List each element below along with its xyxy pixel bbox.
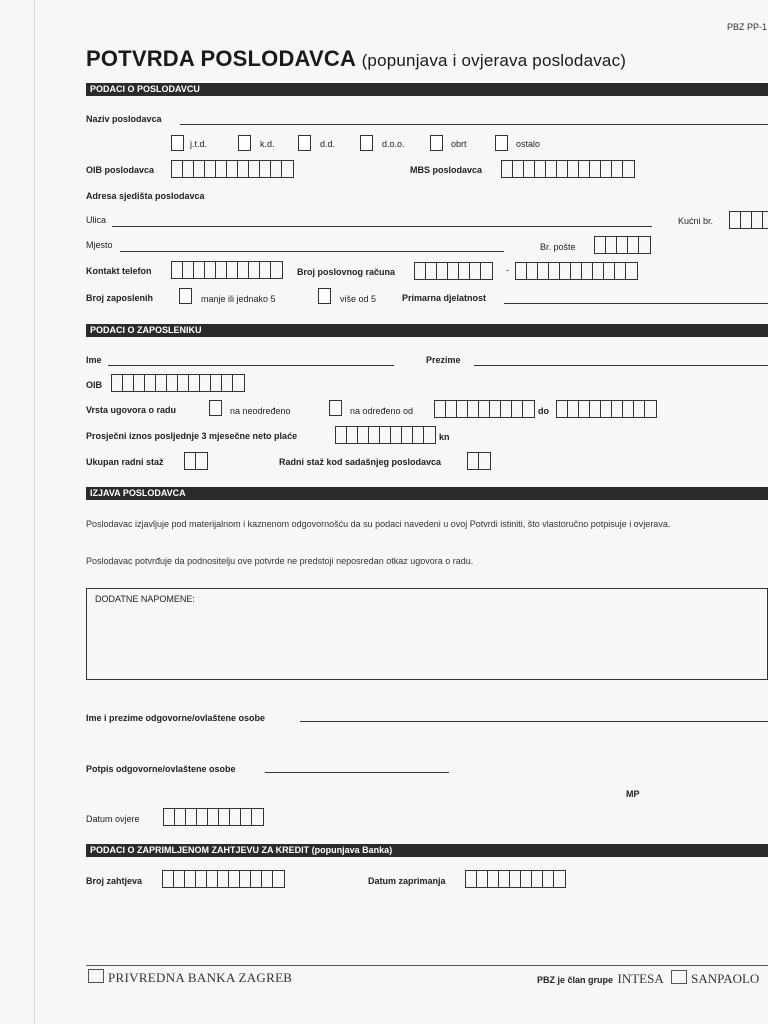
notes-box[interactable]	[86, 588, 768, 680]
request-no-label: Broj zahtjeva	[86, 876, 143, 886]
stamp-label: MP	[626, 789, 640, 799]
contract-opt2: na određeno od	[350, 406, 414, 416]
footer-group	[537, 970, 759, 988]
street-label: Ulica	[86, 215, 107, 225]
account-boxes-2[interactable]	[515, 262, 638, 280]
section-employee: PODACI O ZAPOSLENIKU	[86, 324, 768, 337]
footer-bank	[88, 969, 292, 986]
bank-name: PRIVREDNA BANKA ZAGREB	[108, 970, 293, 985]
employee-oib-boxes[interactable]	[111, 374, 245, 392]
signature-field[interactable]	[265, 772, 449, 773]
section-bank: PODACI O ZAPRIMLJENOM ZAHTJEVU ZA KREDIT (popunjava Banka)	[86, 844, 768, 857]
current-service-label: Radni staž kod sadašnjeg poslodavca	[279, 457, 442, 467]
group-intesa: INTESA	[617, 971, 664, 986]
city-field[interactable]	[120, 251, 504, 252]
received-date-boxes[interactable]	[465, 870, 566, 888]
checkbox-jtd[interactable]	[171, 135, 184, 151]
notes-label: DODATNE NAPOMENE:	[95, 594, 195, 604]
request-no-boxes[interactable]	[162, 870, 285, 888]
address-label: Adresa sjedišta poslodavca	[86, 191, 205, 201]
contract-to-boxes[interactable]	[556, 400, 657, 418]
phone-label: Kontakt telefon	[86, 266, 152, 276]
signature-label: Potpis odgovorne/ovlaštene osobe	[86, 764, 236, 774]
legal-form-jtd: j.t.d.	[190, 139, 208, 149]
activity-field[interactable]	[504, 303, 768, 304]
employee-oib-label: OIB	[86, 380, 103, 390]
house-no-label: Kućni br.	[678, 216, 714, 226]
checkbox-employees-gt5[interactable]	[318, 288, 331, 304]
intesa-logo-icon	[671, 970, 687, 984]
first-name-label: Ime	[86, 355, 102, 365]
section-statement: IZJAVA POSLODAVCA	[86, 487, 768, 500]
section-employer: PODACI O POSLODAVCU	[86, 83, 768, 96]
title-sub: (popunjava i ovjerava poslodavac)	[361, 51, 627, 70]
postcode-label: Br. pošte	[540, 242, 576, 252]
responsible-name-field[interactable]	[300, 721, 768, 722]
contract-to-label: do	[538, 406, 549, 416]
account-dash: -	[506, 265, 509, 275]
statement-para-2: Poslodavac potvrđuje da podnositelju ove potvrde ne predstoji neposredan otkaz ugovora o radu.	[86, 556, 474, 566]
account-label: Broj poslovnog računa	[297, 267, 396, 277]
checkbox-employees-le5[interactable]	[179, 288, 192, 304]
postcode-boxes[interactable]	[594, 236, 651, 254]
employer-oib-boxes[interactable]	[171, 160, 294, 178]
salary-label: Prosječni iznos posljednje 3 mjesečne neto plaće	[86, 431, 298, 441]
form-code: PBZ PP-1	[727, 22, 768, 32]
checkbox-ostalo[interactable]	[495, 135, 508, 151]
salary-boxes[interactable]	[335, 426, 436, 444]
contract-label: Vrsta ugovora o radu	[86, 405, 177, 415]
contract-from-boxes[interactable]	[434, 400, 535, 418]
legal-form-kd: k.d.	[260, 139, 275, 149]
legal-form-dd: d.d.	[320, 139, 336, 149]
legal-form-obrt: obrt	[451, 139, 467, 149]
house-no-boxes[interactable]	[729, 211, 768, 229]
checkbox-dd[interactable]	[298, 135, 311, 151]
total-service-boxes[interactable]	[184, 452, 208, 470]
checkbox-contract-fixed[interactable]	[329, 400, 342, 416]
employer-mbs-boxes[interactable]	[501, 160, 635, 178]
title-main: POTVRDA POSLODAVCA	[86, 46, 356, 71]
contract-opt1: na neodređeno	[230, 406, 291, 416]
legal-form-ostalo: ostalo	[516, 139, 541, 149]
city-label: Mjesto	[86, 240, 113, 250]
employees-opt1: manje ili jednako 5	[201, 294, 276, 304]
street-field[interactable]	[112, 226, 652, 227]
last-name-label: Prezime	[426, 355, 461, 365]
responsible-name-label: Ime i prezime odgovorne/ovlaštene osobe	[86, 713, 266, 723]
account-boxes-1[interactable]	[414, 262, 493, 280]
employer-name-label: Naziv poslodavca	[86, 114, 162, 124]
received-date-label: Datum zaprimanja	[368, 876, 446, 886]
total-service-label: Ukupan radni staž	[86, 457, 164, 467]
footer-divider	[86, 965, 768, 966]
member-text: PBZ je član grupe	[537, 975, 614, 985]
employees-opt2: više od 5	[340, 294, 377, 304]
activity-label: Primarna djelatnost	[402, 293, 487, 303]
last-name-field[interactable]	[474, 365, 768, 366]
page-title	[86, 46, 626, 72]
checkbox-contract-indefinite[interactable]	[209, 400, 222, 416]
date-boxes[interactable]	[163, 808, 264, 826]
employer-mbs-label: MBS poslodavca	[410, 165, 483, 175]
first-name-field[interactable]	[108, 365, 394, 366]
checkbox-doo[interactable]	[360, 135, 373, 151]
group-sanpaolo: SANPAOLO	[691, 971, 760, 986]
employees-label: Broj zaposlenih	[86, 293, 154, 303]
phone-boxes[interactable]	[171, 261, 283, 279]
employer-oib-label: OIB poslodavca	[86, 165, 155, 175]
currency-label: kn	[439, 432, 450, 442]
page-edge	[34, 0, 35, 1024]
checkbox-kd[interactable]	[238, 135, 251, 151]
current-service-boxes[interactable]	[467, 452, 491, 470]
employer-name-field[interactable]	[180, 124, 768, 125]
legal-form-doo: d.o.o.	[382, 139, 405, 149]
date-label: Datum ovjere	[86, 814, 140, 824]
checkbox-obrt[interactable]	[430, 135, 443, 151]
pbz-logo-icon	[88, 969, 104, 983]
statement-para-1: Poslodavac izjavljuje pod materijalnom i kaznenom odgovornošću da su podaci navedeni u ovoj Potvrdi istiniti, što vlastoručno potpisuje i ovjerava.	[86, 519, 671, 529]
